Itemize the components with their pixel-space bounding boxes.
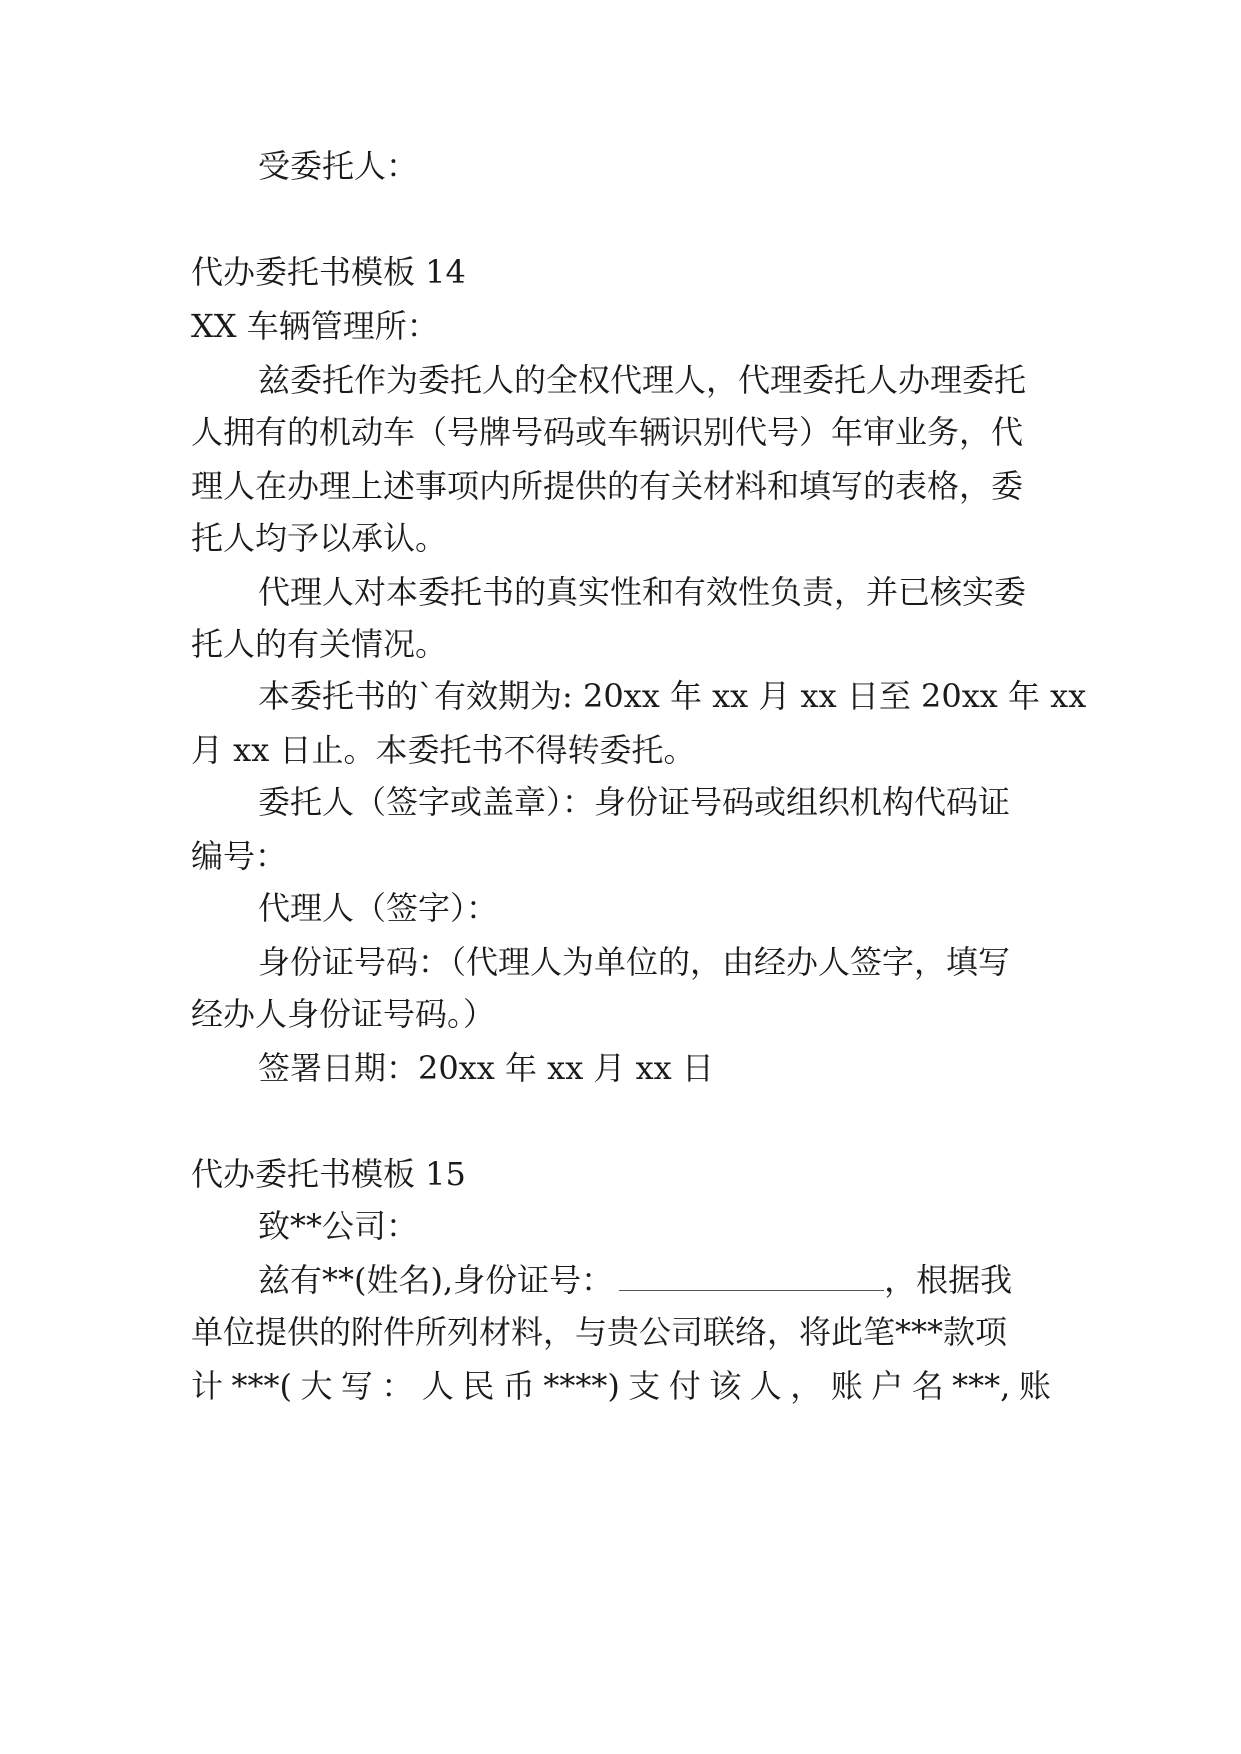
t15-line3-token: 民 (462, 1367, 495, 1405)
t15-line3-token: 支 (628, 1367, 661, 1405)
t15-line3-token: 户 (871, 1367, 904, 1405)
template-15-addressee: 致**公司： (258, 1207, 419, 1245)
t15-line3-token: ， (790, 1367, 823, 1405)
trustee-label: 受委托人： (258, 147, 419, 185)
t14-p1-line4: 托人均予以承认。 (191, 519, 448, 557)
t15-line1 (258, 1260, 1012, 1300)
t15-line3-token: 人 (749, 1367, 782, 1405)
template-14-title: 代办委托书模板 14 (191, 253, 466, 291)
t15-line3-token: 写 (340, 1367, 373, 1405)
t14-p1-line2: 人拥有的机动车（号牌号码或车辆识别代号）年审业务，代 (191, 413, 1024, 451)
t15-line3-token: 该 (709, 1367, 742, 1405)
t14-p5: 代理人（签字）： (258, 889, 499, 927)
t15-line3-token: 计 (191, 1367, 224, 1405)
t14-p1-line3: 理人在办理上述事项内所提供的有关材料和填写的表格，委 (191, 467, 1024, 505)
t14-p4-line1: 委托人（签字或盖章）：身份证号码或组织机构代码证 (258, 783, 1011, 821)
t15-line3-token: ****) (543, 1367, 620, 1405)
t14-p1-line1: 兹委托作为委托人的全权代理人，代理委托人办理委托 (258, 361, 1027, 399)
t15-line1-text-a: 兹有**(姓名),身份证号： (258, 1261, 614, 1299)
t15-line3-token: 名 (911, 1367, 944, 1405)
t15-line3-token: ： (381, 1367, 414, 1405)
t14-p3-line1: 本委托书的`有效期为: 20xx 年 xx 月 xx 日至 20xx 年 xx (258, 677, 1087, 715)
t15-line3-token: 大 (300, 1367, 333, 1405)
t14-p2-line1: 代理人对本委托书的真实性和有效性负责，并已核实委 (258, 573, 1027, 611)
t14-p7-sign-date: 签署日期：20xx 年 xx 月 xx 日 (258, 1049, 714, 1087)
t14-p6-line1: 身份证号码：（代理人为单位的，由经办人签字，填写 (258, 943, 1011, 981)
t14-p2-line2: 托人的有关情况。 (191, 625, 448, 663)
t14-p6-line2: 经办人身份证号码。） (191, 995, 496, 1033)
t15-line3 (191, 1366, 1051, 1406)
t15-line3-token: ***, (952, 1367, 1011, 1405)
t14-p3-line2: 月 xx 日止。本委托书不得转委托。 (191, 731, 696, 769)
t15-line3-token: 人 (421, 1367, 454, 1405)
t15-line3-token: 账 (830, 1367, 863, 1405)
t15-line3-token: 币 (502, 1367, 535, 1405)
t15-line3-token: 账 (1018, 1367, 1051, 1405)
t15-line2: 单位提供的附件所列材料，与贵公司联络，将此笔***款项 (191, 1313, 1008, 1351)
template-15-title: 代办委托书模板 15 (191, 1155, 466, 1193)
t14-p4-line2: 编号： (191, 837, 288, 875)
t15-line3-token: ***( (231, 1367, 292, 1405)
t15-line3-token: 付 (668, 1367, 701, 1405)
t15-line1-text-b: ，根据我 (884, 1261, 1013, 1299)
id-number-blank (619, 1264, 884, 1291)
template-14-addressee: XX 车辆管理所： (191, 307, 439, 345)
